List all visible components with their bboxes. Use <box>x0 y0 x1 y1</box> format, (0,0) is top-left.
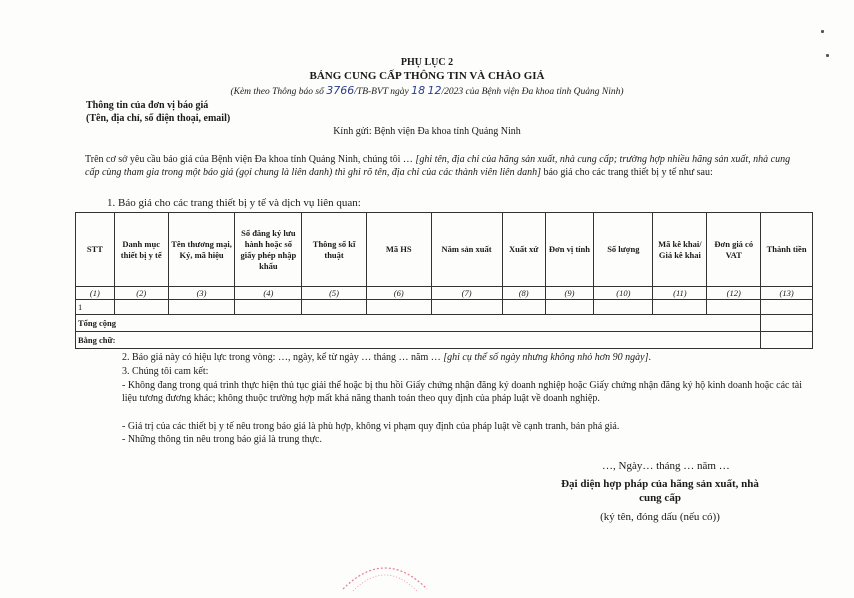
header-cell: Tên thương mại, Ký, mã hiệu <box>168 213 235 287</box>
empty-cell <box>502 300 545 315</box>
amount-in-words-value <box>761 332 813 349</box>
unit-info-title: Thông tin của đơn vị báo giá <box>86 100 209 111</box>
empty-cell <box>168 300 235 315</box>
empty-cell <box>707 300 761 315</box>
empty-cell <box>431 300 502 315</box>
empty-cell <box>366 300 431 315</box>
column-number: (13) <box>761 287 813 300</box>
commitment-3: - Những thông tin nêu trong báo giá là trung thực. <box>122 434 322 445</box>
column-number: (1) <box>76 287 115 300</box>
signature-note: (ký tên, đóng dấu (nếu có)) <box>600 511 720 523</box>
header-cell: STT <box>76 213 115 287</box>
document-subtitle: (Kèm theo Thông báo số 3766/TB-BVT ngày 18 12/2023 của Bệnh viện Đa khoa tỉnh Quảng Ninh) <box>230 84 624 97</box>
empty-cell <box>761 300 813 315</box>
appendix-label: PHỤ LỤC 2 <box>400 57 454 68</box>
total-row <box>76 315 813 332</box>
empty-cell <box>114 300 168 315</box>
column-number: (11) <box>653 287 707 300</box>
validity-line: 2. Báo giá này có hiệu lực trong vòng: …, ngày, kể từ ngày … tháng … năm … [ghi cụ thể số ngày nhưng không nhỏ hơn 90 ngày]. <box>122 352 651 363</box>
empty-cell <box>653 300 707 315</box>
header-cell: Xuất xứ <box>502 213 545 287</box>
signature-title: Đại diện hợp pháp của hãng sản xuất, nhà <box>561 478 759 490</box>
handwritten-month: 12 <box>427 84 442 97</box>
scan-speck <box>826 54 829 57</box>
header-cell: Đơn vị tính <box>545 213 593 287</box>
signature-title-cont: cung cấp <box>639 492 681 504</box>
table-header-row <box>76 213 813 287</box>
empty-cell <box>594 300 653 315</box>
column-number: (8) <box>502 287 545 300</box>
handwritten-day: 18 <box>411 84 426 97</box>
empty-cell <box>302 300 367 315</box>
header-cell: Năm sản xuất <box>431 213 502 287</box>
column-number: (9) <box>545 287 593 300</box>
header-cell: Mã kê khai/ Giá kê khai <box>653 213 707 287</box>
column-number: (6) <box>366 287 431 300</box>
row-stt: 1 <box>76 300 115 315</box>
column-number: (12) <box>707 287 761 300</box>
total-label: Tổng cộng <box>76 315 761 332</box>
header-cell: Thông số kĩ thuật <box>302 213 367 287</box>
header-cell: Số đăng ký lưu hành hoặc số giấy phép nhập khẩu <box>235 213 302 287</box>
header-cell: Mã HS <box>366 213 431 287</box>
unit-info-fields: (Tên, địa chỉ, số điện thoại, email) <box>86 113 231 124</box>
quotation-table <box>75 212 813 349</box>
amount-in-words-row <box>76 332 813 349</box>
header-cell: Thành tiền <box>761 213 813 287</box>
intro-paragraph: Trên cơ sở yêu cầu báo giá của Bệnh viện Đa khoa tỉnh Quảng Ninh, chúng tôi … [ghi tên, địa chỉ của hãng sản xuất, nhà cung cấp; trường hợp nhiều hãng sản xuất, nhà cung cấp cùng tham gia trong một báo giá (gọi chung là liên danh) thì ghi rõ tên, địa chỉ của các thành viên liên danh] báo giá cho các trang thiết bị y tế như sau: <box>85 154 791 178</box>
column-number: (7) <box>431 287 502 300</box>
header-cell: Đơn giá có VAT <box>707 213 761 287</box>
column-number: (5) <box>302 287 367 300</box>
section1-heading: 1. Báo giá cho các trang thiết bị y tế và dịch vụ liên quan: <box>107 197 361 209</box>
scan-speck <box>821 30 824 33</box>
stamp-mark <box>335 553 435 593</box>
handwritten-notice-number: 3766 <box>326 84 355 97</box>
greeting: Kính gửi: Bệnh viện Đa khoa tỉnh Quảng Ninh <box>333 126 521 137</box>
commit-title: 3. Chúng tôi cam kết: <box>122 366 209 377</box>
signature-date: …, Ngày… tháng … năm … <box>602 460 730 472</box>
commitment-1: - Không đang trong quá trình thực hiện thủ tục giải thể hoặc bị thu hồi Giấy chứng nhận đăng ký doanh nghiệp hoặc Giấy chứng nhận đăng ký hộ kinh doanh hoặc các tài liệu tương đương khác; không thuộc trường hợp mất khả năng thanh toán theo quy định của pháp luật về doanh nghiệp. <box>122 380 802 404</box>
column-number: (10) <box>594 287 653 300</box>
document-title: BẢNG CUNG CẤP THÔNG TIN VÀ CHÀO GIÁ <box>309 70 545 82</box>
empty-cell <box>235 300 302 315</box>
column-number: (2) <box>114 287 168 300</box>
commitment-2: - Giá trị của các thiết bị y tế nêu trong báo giá là phù hợp, không vi phạm quy định của pháp luật về cạnh tranh, bán phá giá. <box>122 421 620 432</box>
header-cell: Số lượng <box>594 213 653 287</box>
table-row <box>76 300 813 315</box>
column-number: (3) <box>168 287 235 300</box>
column-number-row <box>76 287 813 300</box>
header-cell: Danh mục thiết bị y tế <box>114 213 168 287</box>
amount-in-words-label: Bằng chữ: <box>76 332 761 349</box>
total-value <box>761 315 813 332</box>
empty-cell <box>545 300 593 315</box>
column-number: (4) <box>235 287 302 300</box>
